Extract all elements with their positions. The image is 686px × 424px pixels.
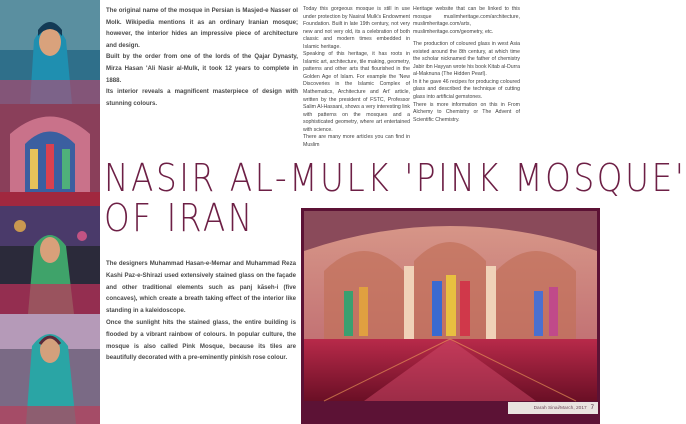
body-paragraph: There is more information on this in From Alchemy to Chemistry or The Advent of Scientific Chemistry. [413,101,520,123]
mosque-interior-photo [304,211,597,401]
page-number: 7 [590,405,594,411]
body-column-middle [303,6,410,149]
lower-text [106,258,296,364]
mosque-photo-frame [301,208,600,424]
intro-text [106,5,298,109]
body-column-right [413,6,520,124]
body-paragraph: Speaking of this heritage, it has roots in Islamic art, architecture, tile making, geometry, patterns and other arts that flourished in the Golden Age of Islam. For example the 'New Discoveries in the Islamic Complex of Mathematics, Architecture and Art' article, written by the president of FSTC, Professor Salim Al-Hassani, shows a very interesting link with patterns on the mosques and a sophisticated geometry, where art entertained with science. [303,51,410,133]
intro-paragraph: The original name of the mosque in Persian is Masjed-e Nasser ol Molk. Wikipedia mentions it as an ordinary Iranian mosque; however, the interior hides an impressive piece of architecture and design. [106,7,298,49]
lower-paragraph: Once the sunlight hits the stained glass, the entire building is flooded by a vibrant rainbow of colours. In popular culture, the mosque is also called Pink Mosque, because its tiles are beautifully decorated with a pre-eminently pinkish rose colour. [106,318,296,362]
body-paragraph: In it he gave 46 recipes for producing coloured glass and described the technique of cutting glass into artificial gemstones. [413,78,520,101]
body-paragraph: Heritage website that can be linked to this mosque muslimheritage.com/architecture, muslimheritage.com/arts, muslimheritage.com/geometry, etc. [413,6,520,35]
intro-paragraph: Its interior reveals a magnificent masterpiece of design with stunning colours. [106,88,298,107]
photo-woman-green-veil [0,206,100,314]
intro-paragraph: Built by the order from one of the lords of the Qajar Dynasty, Mirza Hasan 'Ali Nasir al-Mulk, it took 12 years to complete in 1888. [106,53,298,84]
headline-line-2: OF IRAN [104,196,255,240]
body-paragraph: Today this gorgeous mosque is still in use under protection by Nasiral Mulk's Endowment Foundation. Built in late 19th century, not very new and not very old, its a celebration of both classic and modern times embedded in Islamic heritage. [303,6,410,50]
headline-line-1: NASIR AL-MULK 'PINK MOSQUE' [104,156,686,200]
body-paragraph: There are many more articles you can find in Muslim [303,134,410,148]
body-paragraph: The production of coloured glass in west Asia existed around the 8th century, at which time the scholar nicknamed the father of chemistry Jabir ibn Hayyan wrote his book Kitab al-Durra al-Maknuna (The Hidden Pearl). [413,41,520,78]
photo-strip [0,0,100,424]
page-footer [508,402,598,414]
photo-mosque-interior [0,104,100,206]
issue-label: Darah Sinai/March, 2017 [533,406,587,411]
photo-woman-teal-scarf [0,314,100,424]
photo-woman-blue-veil [0,0,100,104]
lower-paragraph: The designers Muhammad Hasan-e-Memar and Muhammad Reza Kashi Paz-e-Shirazi used extensively stained glass on the façade and other traditional elements such as panj kāseh-i (five concaves), which create a breath taking effect of the interior like standing in a kaleidoscope. [106,260,296,315]
